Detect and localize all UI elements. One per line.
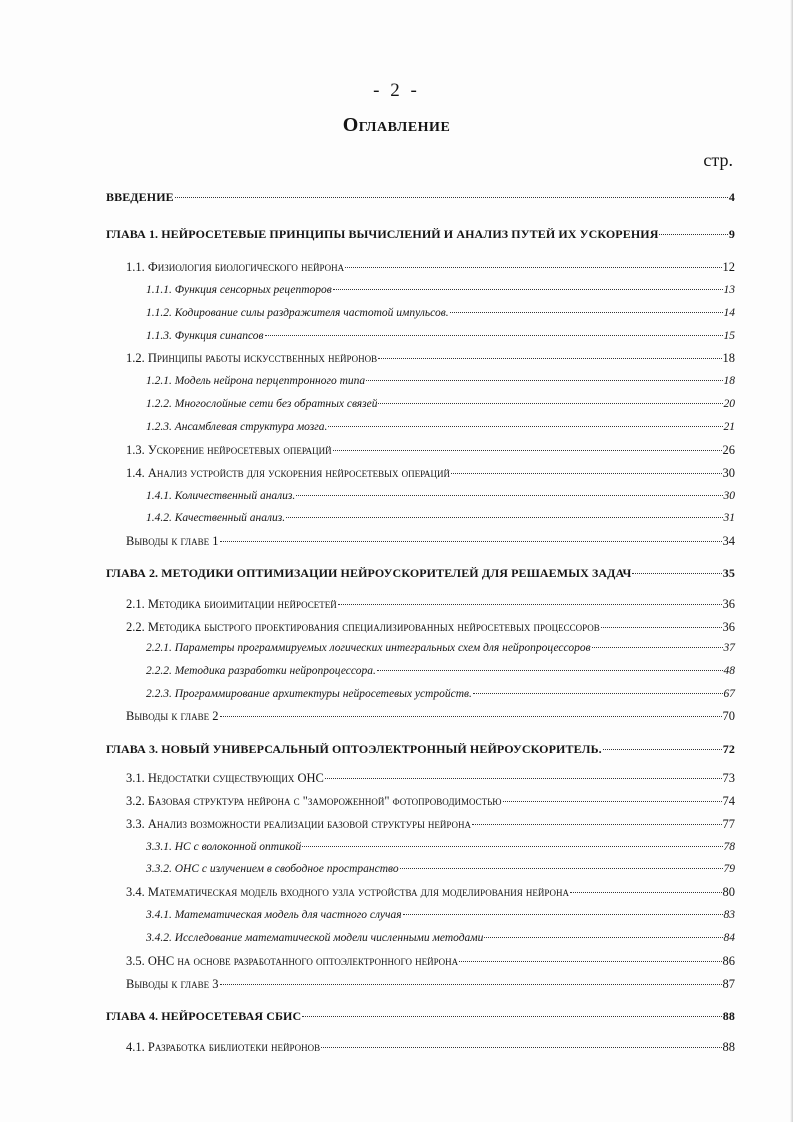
toc-entry[interactable] <box>126 350 735 366</box>
toc-entry-label: 1.2.3. Ансамблевая структура мозга. <box>146 421 328 433</box>
toc-entry-page: 18 <box>722 351 735 365</box>
toc-entry-page: 35 <box>722 566 735 580</box>
toc-entry[interactable] <box>146 861 735 877</box>
page-title: Оглавление <box>342 114 451 136</box>
toc-entry-label: ГЛАВА 4. НЕЙРОСЕТЕВАЯ СБИС <box>106 1009 302 1023</box>
toc-dot-leader <box>601 627 722 628</box>
toc-entry-page: 37 <box>723 642 735 654</box>
toc-entry[interactable] <box>106 1008 735 1024</box>
toc-entry-page: 13 <box>723 284 735 296</box>
toc-entry[interactable] <box>146 328 735 344</box>
toc-entry[interactable] <box>146 373 735 389</box>
toc-entry-label: 3.1. Недостатки существующих ОНС <box>126 771 324 785</box>
toc-entry-label: Выводы к главе 2 <box>126 709 219 723</box>
toc-entry[interactable] <box>146 930 735 946</box>
toc-dot-leader <box>403 914 723 915</box>
toc-dot-leader <box>592 647 723 648</box>
toc-entry-page: 31 <box>723 512 735 524</box>
toc-dot-leader <box>659 234 727 235</box>
toc-entry-page: 79 <box>723 863 735 875</box>
toc-dot-leader <box>400 868 723 869</box>
toc-entry[interactable] <box>126 465 735 481</box>
toc-entry-page: 30 <box>722 466 735 480</box>
toc-entry[interactable] <box>106 565 735 581</box>
toc-entry-page: 77 <box>722 817 735 831</box>
toc-entry[interactable] <box>146 839 735 855</box>
toc-entry-page: 21 <box>723 421 735 433</box>
toc-entry-label: 1.4.2. Качественный анализ. <box>146 512 286 524</box>
toc-entry[interactable] <box>146 510 735 526</box>
toc-entry-page: 14 <box>723 307 735 319</box>
toc-dot-leader <box>366 380 722 381</box>
toc-dot-leader <box>338 604 722 605</box>
toc-dot-leader <box>570 892 722 893</box>
toc-entry-page: 74 <box>722 794 735 808</box>
toc-dot-leader <box>378 403 722 404</box>
toc-entry-label: 1.4.1. Количественный анализ. <box>146 490 296 502</box>
toc-dot-leader <box>286 517 722 518</box>
toc-entry-page: 36 <box>722 597 735 611</box>
toc-entry-label: 1.1.1. Функция сенсорных рецепторов <box>146 284 332 296</box>
toc-entry-page: 67 <box>723 688 735 700</box>
toc-dot-leader <box>377 670 723 671</box>
toc-entry-label: 4.1. Разработка библиотеки нейронов <box>126 1040 321 1054</box>
toc-dot-leader <box>345 267 721 268</box>
toc-entry-label: 1.3. Ускорение нейросетевых операций <box>126 443 332 457</box>
toc-entry-page: 15 <box>723 330 735 342</box>
toc-dot-leader <box>328 426 722 427</box>
toc-entry-page: 9 <box>728 227 735 241</box>
toc-entry[interactable] <box>126 770 735 786</box>
toc-entry[interactable] <box>146 907 735 923</box>
toc-entry-label: ВВЕДЕНИЕ <box>106 190 174 204</box>
toc-entry-label: 3.4. Математическая модель входного узла устройства для моделирования нейрона <box>126 885 569 899</box>
toc-entry-label: 2.1. Методика биоимитации нейросетей <box>126 597 337 611</box>
toc-dot-leader <box>632 573 721 574</box>
toc-entry-label: 1.1.2. Кодирование силы раздражителя частотой импульсов. <box>146 307 449 319</box>
toc-entry[interactable] <box>126 976 735 992</box>
toc-entry[interactable] <box>126 953 735 969</box>
toc-entry-label: 3.4.2. Исследование математической модели численными методами <box>146 932 484 944</box>
toc-entry-label: 2.2. Методика быстрого проектирования специализированных нейросетевых процессоров <box>126 620 600 634</box>
toc-entry-label: Выводы к главе 3 <box>126 977 219 991</box>
toc-entry[interactable] <box>146 396 735 412</box>
toc-entry-page: 12 <box>722 260 735 274</box>
toc-entry[interactable] <box>146 488 735 504</box>
toc-dot-leader <box>321 1047 721 1048</box>
toc-entry-page: 86 <box>722 954 735 968</box>
toc-entry-label: ГЛАВА 1. НЕЙРОСЕТЕВЫЕ ПРИНЦИПЫ ВЫЧИСЛЕНИЙ И АНАЛИЗ ПУТЕЙ ИХ УСКОРЕНИЯ <box>106 227 659 241</box>
toc-entry-page: 87 <box>722 977 735 991</box>
toc-entry-page: 20 <box>723 398 735 410</box>
toc-entry[interactable] <box>126 596 735 612</box>
toc-dot-leader <box>296 495 722 496</box>
toc-entry-label: Выводы к главе 1 <box>126 534 219 548</box>
toc-entry[interactable] <box>146 663 735 679</box>
toc-entry-label: ГЛАВА 2. МЕТОДИКИ ОПТИМИЗАЦИИ НЕЙРОУСКОРИТЕЛЕЙ ДЛЯ РЕШАЕМЫХ ЗАДАЧ <box>106 566 632 580</box>
toc-entry[interactable] <box>126 816 735 832</box>
toc-dot-leader <box>175 197 728 198</box>
toc-entry[interactable] <box>146 305 735 321</box>
toc-entry[interactable] <box>126 619 735 635</box>
toc-entry-label: 1.2.1. Модель нейрона перцептронного типа <box>146 375 366 387</box>
toc-entry-page: 83 <box>723 909 735 921</box>
toc-entry-label: 2.2.2. Методика разработки нейропроцессора. <box>146 665 376 677</box>
toc-entry-page: 72 <box>722 742 735 756</box>
toc-entry[interactable] <box>106 226 735 242</box>
toc-entry-page: 36 <box>722 620 735 634</box>
toc-entry-page: 30 <box>723 490 735 502</box>
toc-entry[interactable] <box>146 686 735 702</box>
toc-dot-leader <box>302 1016 722 1017</box>
toc-entry-page: 26 <box>722 443 735 457</box>
toc-entry-label: 1.2. Принципы работы искусственных нейронов <box>126 351 378 365</box>
toc-entry[interactable] <box>126 533 735 549</box>
toc-entry-page: 48 <box>723 665 735 677</box>
toc-entry-label: 1.4. Анализ устройств для ускорения нейросетевых операций <box>126 466 450 480</box>
toc-entry[interactable] <box>146 419 735 435</box>
toc-dot-leader <box>333 450 722 451</box>
toc-entry[interactable] <box>126 442 735 458</box>
toc-entry-label: 2.2.1. Параметры программируемых логических интегральных схем для нейропроцессоров <box>146 642 591 654</box>
toc-entry-label: 1.1. Физиология биологического нейрона <box>126 260 345 274</box>
toc-entry-page: 88 <box>722 1009 735 1023</box>
toc-entry[interactable] <box>146 282 735 298</box>
toc-entry-page: 78 <box>723 841 735 853</box>
toc-entry-page: 88 <box>722 1040 735 1054</box>
toc-entry-page: 34 <box>722 534 735 548</box>
toc-entry-page: 80 <box>722 885 735 899</box>
toc-entry[interactable] <box>146 640 735 656</box>
toc-dot-leader <box>459 961 721 962</box>
toc-entry-label: 3.2. Базовая структура нейрона с "замороженной" фотопроводимостью <box>126 794 502 808</box>
page-number: - 2 - <box>373 80 420 101</box>
toc-entry-page: 84 <box>723 932 735 944</box>
toc-dot-leader <box>450 312 723 313</box>
toc-entry[interactable] <box>126 1039 735 1055</box>
toc-entry-label: 3.4.1. Математическая модель для частного случая <box>146 909 402 921</box>
toc-dot-leader <box>603 749 722 750</box>
toc-entry[interactable] <box>106 741 735 757</box>
toc-dot-leader <box>473 693 723 694</box>
toc-entry-label: ГЛАВА 3. НОВЫЙ УНИВЕРСАЛЬНЫЙ ОПТОЭЛЕКТРОННЫЙ НЕЙРОУСКОРИТЕЛЬ. <box>106 742 602 756</box>
toc-entry[interactable] <box>126 708 735 724</box>
toc-dot-leader <box>302 846 722 847</box>
toc-dot-leader <box>484 937 722 938</box>
toc-dot-leader <box>220 984 722 985</box>
toc-dot-leader <box>451 473 722 474</box>
toc-entry-page: 4 <box>728 190 735 204</box>
toc-dot-leader <box>220 716 722 717</box>
toc-dot-leader <box>265 335 723 336</box>
toc-entry-label: 3.5. ОНС на основе разработанного оптоэлектронного нейрона <box>126 954 459 968</box>
toc-dot-leader <box>325 778 722 779</box>
toc-entry-label: 3.3.1. НС с волоконной оптикой <box>146 841 302 853</box>
toc-entry-label: 1.2.2. Многослойные сети без обратных связей <box>146 398 378 410</box>
toc-entry[interactable] <box>126 884 735 900</box>
toc-dot-leader <box>503 801 722 802</box>
toc-entry-label: 3.3. Анализ возможности реализации базовой структуры нейрона <box>126 817 472 831</box>
toc-entry-page: 73 <box>722 771 735 785</box>
toc-entry[interactable] <box>106 189 735 205</box>
toc-entry-label: 3.3.2. ОНС с излучением в свободное пространство <box>146 863 399 875</box>
toc-dot-leader <box>333 289 723 290</box>
toc-dot-leader <box>220 541 722 542</box>
toc-entry-label: 2.2.3. Программирование архитектуры нейросетевых устройств. <box>146 688 472 700</box>
toc-dot-leader <box>378 358 721 359</box>
toc-entry-page: 18 <box>723 375 735 387</box>
page-column-header: стр. <box>703 150 733 170</box>
toc-entry[interactable] <box>126 793 735 809</box>
toc-entry-page: 70 <box>722 709 735 723</box>
toc-dot-leader <box>472 824 721 825</box>
toc-entry-label: 1.1.3. Функция синапсов <box>146 330 264 342</box>
toc-entry[interactable] <box>126 259 735 275</box>
